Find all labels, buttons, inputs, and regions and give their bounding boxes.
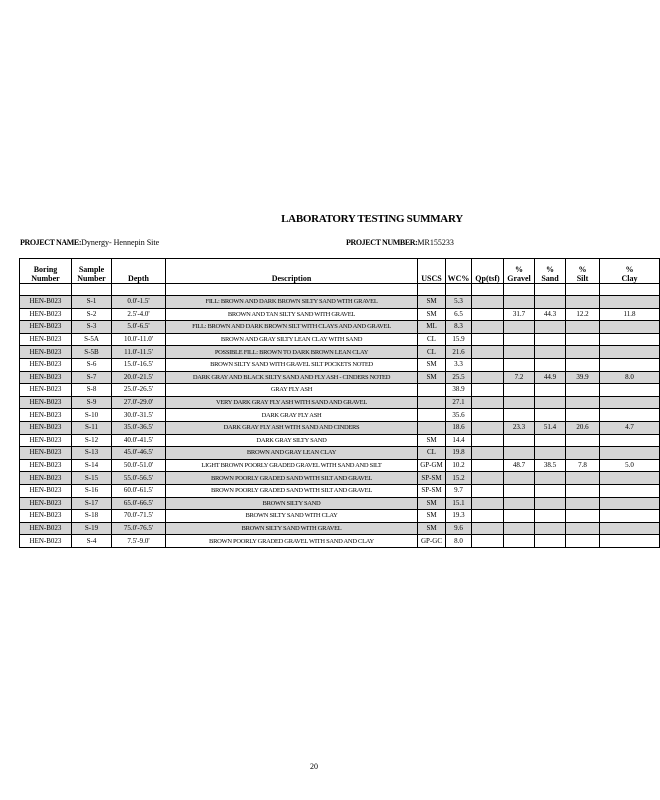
cell-qp [472, 396, 504, 409]
cell-sand: 51.4 [535, 421, 566, 434]
cell-sand: 44.3 [535, 308, 566, 321]
cell-sand [535, 409, 566, 422]
cell-sample: S-10 [72, 409, 112, 422]
project-name-label: PROJECT NAME: [20, 238, 82, 247]
cell-boring: HEN-B023 [20, 396, 72, 409]
cell-description: BROWN POORLY GRADED GRAVEL WITH SAND AND CLAY [166, 535, 418, 548]
cell-depth: 7.5'-9.0' [112, 535, 166, 548]
cell-description: BROWN AND TAN SILTY SAND WITH GRAVEL [166, 308, 418, 321]
table-row [20, 510, 660, 523]
table-row [20, 371, 660, 384]
cell-sand [535, 510, 566, 523]
header-uscs: USCS [418, 259, 446, 284]
cell-boring: HEN-B023 [20, 321, 72, 334]
table-row [20, 358, 660, 371]
table-row [20, 522, 660, 535]
cell-silt [566, 535, 600, 548]
cell-depth: 10.0'-11.0' [112, 333, 166, 346]
cell-boring: HEN-B023 [20, 384, 72, 397]
cell-qp [472, 522, 504, 535]
cell-gravel [504, 409, 535, 422]
cell-sand [535, 472, 566, 485]
cell-sample: S-1 [72, 296, 112, 309]
cell-description: BROWN SILTY SAND WITH CLAY [166, 510, 418, 523]
cell-clay [600, 409, 660, 422]
cell-uscs: SM [418, 497, 446, 510]
cell-silt [566, 296, 600, 309]
cell-boring: HEN-B023 [20, 510, 72, 523]
cell-sand [535, 346, 566, 359]
cell-gravel [504, 384, 535, 397]
cell-sand [535, 396, 566, 409]
cell-uscs: ML [418, 321, 446, 334]
cell-silt [566, 409, 600, 422]
cell-uscs: SM [418, 510, 446, 523]
cell-depth: 35.0'-36.5' [112, 421, 166, 434]
cell-depth: 0.0'-1.5' [112, 296, 166, 309]
cell-sand [535, 522, 566, 535]
header-depth: Depth [112, 259, 166, 284]
header-boring-number: Boring Number [20, 259, 72, 284]
cell-gravel: 31.7 [504, 308, 535, 321]
cell-uscs: SM [418, 522, 446, 535]
table-row [20, 409, 660, 422]
cell-gravel [504, 484, 535, 497]
cell-description: LIGHT BROWN POORLY GRADED GRAVEL WITH SAND AND SILT [166, 459, 418, 472]
cell-qp [472, 459, 504, 472]
cell-wc: 15.1 [446, 497, 472, 510]
cell-wc: 27.1 [446, 396, 472, 409]
project-number [346, 238, 454, 247]
cell-sand [535, 358, 566, 371]
cell-qp [472, 409, 504, 422]
header-gravel: % Gravel [504, 259, 535, 284]
cell-qp [472, 421, 504, 434]
cell-uscs [418, 409, 446, 422]
cell-sand [535, 296, 566, 309]
table-row [20, 396, 660, 409]
cell-sand [535, 484, 566, 497]
table-row [20, 421, 660, 434]
cell-uscs: SM [418, 308, 446, 321]
table-header-row [20, 259, 660, 284]
cell-uscs: GP-GC [418, 535, 446, 548]
cell-wc: 15.9 [446, 333, 472, 346]
cell-description: DARK GRAY FLY ASH WITH SAND AND CINDERS [166, 421, 418, 434]
cell-sand [535, 535, 566, 548]
cell-gravel: 7.2 [504, 371, 535, 384]
cell-boring: HEN-B023 [20, 296, 72, 309]
cell-boring: HEN-B023 [20, 358, 72, 371]
cell-sample: S-16 [72, 484, 112, 497]
cell-silt [566, 522, 600, 535]
cell-depth: 60.0'-61.5' [112, 484, 166, 497]
cell-wc: 19.8 [446, 447, 472, 460]
cell-silt [566, 396, 600, 409]
cell-clay [600, 384, 660, 397]
cell-sand [535, 447, 566, 460]
cell-sample: S-5B [72, 346, 112, 359]
cell-wc: 25.5 [446, 371, 472, 384]
cell-silt [566, 447, 600, 460]
cell-sand: 38.5 [535, 459, 566, 472]
cell-sample: S-7 [72, 371, 112, 384]
cell-silt [566, 434, 600, 447]
cell-gravel [504, 358, 535, 371]
cell-gravel [504, 472, 535, 485]
cell-description: DARK GRAY FLY ASH [166, 409, 418, 422]
cell-gravel [504, 396, 535, 409]
cell-clay [600, 396, 660, 409]
cell-wc: 18.6 [446, 421, 472, 434]
cell-boring: HEN-B023 [20, 346, 72, 359]
cell-uscs: SP-SM [418, 484, 446, 497]
cell-sample: S-13 [72, 447, 112, 460]
cell-description: BROWN AND GRAY SILTY LEAN CLAY WITH SAND [166, 333, 418, 346]
cell-depth: 15.0'-16.5' [112, 358, 166, 371]
cell-wc: 14.4 [446, 434, 472, 447]
cell-gravel [504, 510, 535, 523]
project-name-value: Dynergy- Hennepin Site [81, 238, 160, 247]
cell-qp [472, 447, 504, 460]
cell-depth: 30.0'-31.5' [112, 409, 166, 422]
cell-depth: 27.0'-29.0' [112, 396, 166, 409]
header-sample-number: Sample Number [72, 259, 112, 284]
cell-silt: 12.2 [566, 308, 600, 321]
cell-depth: 55.0'-56.5' [112, 472, 166, 485]
cell-uscs [418, 421, 446, 434]
cell-gravel [504, 497, 535, 510]
cell-description: FILL: BROWN AND DARK BROWN SILTY SAND WITH GRAVEL [166, 296, 418, 309]
cell-qp [472, 308, 504, 321]
cell-clay [600, 434, 660, 447]
cell-wc: 15.2 [446, 472, 472, 485]
cell-boring: HEN-B023 [20, 484, 72, 497]
cell-silt [566, 358, 600, 371]
cell-wc: 21.6 [446, 346, 472, 359]
cell-wc: 6.5 [446, 308, 472, 321]
cell-qp [472, 497, 504, 510]
cell-gravel: 23.3 [504, 421, 535, 434]
cell-silt [566, 510, 600, 523]
cell-description: BROWN POORLY GRADED SAND WITH SILT AND GRAVEL [166, 472, 418, 485]
cell-wc: 35.6 [446, 409, 472, 422]
cell-uscs: CL [418, 346, 446, 359]
cell-gravel: 48.7 [504, 459, 535, 472]
cell-silt [566, 346, 600, 359]
table-container [19, 258, 638, 548]
cell-clay: 5.0 [600, 459, 660, 472]
cell-clay: 11.8 [600, 308, 660, 321]
cell-sand [535, 333, 566, 346]
cell-wc: 8.0 [446, 535, 472, 548]
cell-description: BROWN SILTY SAND [166, 497, 418, 510]
cell-sample: S-18 [72, 510, 112, 523]
cell-clay [600, 497, 660, 510]
table-row [20, 346, 660, 359]
cell-sample: S-2 [72, 308, 112, 321]
cell-silt [566, 497, 600, 510]
cell-silt: 7.8 [566, 459, 600, 472]
table-row [20, 497, 660, 510]
cell-sand [535, 384, 566, 397]
cell-silt [566, 321, 600, 334]
table-row [20, 484, 660, 497]
cell-depth: 40.0'-41.5' [112, 434, 166, 447]
spacer-row [20, 284, 660, 296]
cell-sample: S-15 [72, 472, 112, 485]
cell-wc: 8.3 [446, 321, 472, 334]
cell-boring: HEN-B023 [20, 308, 72, 321]
table-row [20, 333, 660, 346]
cell-description: DARK GRAY SILTY SAND [166, 434, 418, 447]
cell-boring: HEN-B023 [20, 459, 72, 472]
cell-depth: 65.0'-66.5' [112, 497, 166, 510]
cell-clay [600, 484, 660, 497]
cell-depth: 45.0'-46.5' [112, 447, 166, 460]
project-name [20, 238, 159, 247]
cell-description: BROWN POORLY GRADED SAND WITH SILT AND GRAVEL [166, 484, 418, 497]
cell-clay [600, 522, 660, 535]
page-number: 20 [310, 762, 318, 771]
cell-uscs: SM [418, 358, 446, 371]
cell-clay: 4.7 [600, 421, 660, 434]
cell-description: DARK GRAY AND BLACK SILTY SAND AND FLY ASH - CINDERS NOTED [166, 371, 418, 384]
table-row [20, 321, 660, 334]
cell-gravel [504, 321, 535, 334]
header-silt: % Silt [566, 259, 600, 284]
cell-uscs: CL [418, 447, 446, 460]
cell-gravel [504, 447, 535, 460]
cell-gravel [504, 333, 535, 346]
cell-sample: S-12 [72, 434, 112, 447]
cell-uscs [418, 384, 446, 397]
cell-boring: HEN-B023 [20, 472, 72, 485]
cell-description: GRAY FLY ASH [166, 384, 418, 397]
table-row [20, 447, 660, 460]
table-row [20, 472, 660, 485]
cell-sand [535, 497, 566, 510]
cell-sample: S-19 [72, 522, 112, 535]
cell-boring: HEN-B023 [20, 421, 72, 434]
table-row [20, 296, 660, 309]
cell-depth: 5.0'-6.5' [112, 321, 166, 334]
cell-wc: 9.6 [446, 522, 472, 535]
table-row [20, 434, 660, 447]
cell-description: VERY DARK GRAY FLY ASH WITH SAND AND GRAVEL [166, 396, 418, 409]
cell-qp [472, 510, 504, 523]
cell-uscs: CL [418, 333, 446, 346]
cell-clay [600, 296, 660, 309]
cell-clay [600, 321, 660, 334]
cell-sample: S-9 [72, 396, 112, 409]
cell-clay: 8.0 [600, 371, 660, 384]
cell-description: FILL: BROWN AND DARK BROWN SILT WITH CLAYS AND AND GRAVEL [166, 321, 418, 334]
cell-boring: HEN-B023 [20, 447, 72, 460]
cell-qp [472, 346, 504, 359]
cell-depth: 20.0'-21.5' [112, 371, 166, 384]
cell-silt [566, 484, 600, 497]
table-row [20, 308, 660, 321]
cell-clay [600, 447, 660, 460]
cell-uscs: GP-GM [418, 459, 446, 472]
cell-qp [472, 484, 504, 497]
cell-qp [472, 384, 504, 397]
header-clay: % Clay [600, 259, 660, 284]
cell-qp [472, 321, 504, 334]
table-row [20, 384, 660, 397]
cell-silt [566, 384, 600, 397]
cell-clay [600, 510, 660, 523]
cell-wc: 9.7 [446, 484, 472, 497]
cell-sand: 44.9 [535, 371, 566, 384]
cell-sample: S-6 [72, 358, 112, 371]
cell-boring: HEN-B023 [20, 522, 72, 535]
cell-gravel [504, 346, 535, 359]
cell-boring: HEN-B023 [20, 497, 72, 510]
cell-silt [566, 472, 600, 485]
cell-boring: HEN-B023 [20, 434, 72, 447]
header-description: Description [166, 259, 418, 284]
cell-sand [535, 321, 566, 334]
cell-sample: S-3 [72, 321, 112, 334]
cell-sample: S-14 [72, 459, 112, 472]
cell-description: BROWN AND GRAY LEAN CLAY [166, 447, 418, 460]
cell-sample: S-11 [72, 421, 112, 434]
table-row [20, 459, 660, 472]
cell-depth: 2.5'-4.0' [112, 308, 166, 321]
cell-uscs: SM [418, 434, 446, 447]
cell-sand [535, 434, 566, 447]
cell-description: BROWN SILTY SAND WITH GRAVEL [166, 522, 418, 535]
header-wc: WC% [446, 259, 472, 284]
cell-gravel [504, 296, 535, 309]
cell-gravel [504, 434, 535, 447]
cell-description: POSSIBLE FILL: BROWN TO DARK BROWN LEAN CLAY [166, 346, 418, 359]
cell-description: BROWN SILTY SAND WITH GRAVEL SILT POCKETS NOTED [166, 358, 418, 371]
cell-clay [600, 472, 660, 485]
cell-silt: 39.9 [566, 371, 600, 384]
cell-depth: 75.0'-76.5' [112, 522, 166, 535]
cell-clay [600, 535, 660, 548]
cell-gravel [504, 522, 535, 535]
cell-qp [472, 434, 504, 447]
cell-uscs: SM [418, 296, 446, 309]
cell-qp [472, 296, 504, 309]
cell-depth: 70.0'-71.5' [112, 510, 166, 523]
cell-boring: HEN-B023 [20, 371, 72, 384]
cell-qp [472, 358, 504, 371]
cell-boring: HEN-B023 [20, 535, 72, 548]
report-title: LABORATORY TESTING SUMMARY [281, 213, 463, 225]
cell-clay [600, 346, 660, 359]
cell-wc: 5.3 [446, 296, 472, 309]
cell-wc: 38.9 [446, 384, 472, 397]
cell-silt [566, 333, 600, 346]
lab-summary-table [19, 258, 660, 548]
cell-depth: 11.0'-11.5' [112, 346, 166, 359]
cell-depth: 50.0'-51.0' [112, 459, 166, 472]
header-sand: % Sand [535, 259, 566, 284]
cell-wc: 10.2 [446, 459, 472, 472]
cell-gravel [504, 535, 535, 548]
cell-qp [472, 535, 504, 548]
cell-sample: S-4 [72, 535, 112, 548]
project-number-value: MR155233 [417, 238, 454, 247]
cell-qp [472, 333, 504, 346]
project-number-label: PROJECT NUMBER: [346, 238, 418, 247]
cell-silt: 20.6 [566, 421, 600, 434]
cell-boring: HEN-B023 [20, 409, 72, 422]
cell-boring: HEN-B023 [20, 333, 72, 346]
cell-uscs: SP-SM [418, 472, 446, 485]
cell-clay [600, 333, 660, 346]
cell-depth: 25.0'-26.5' [112, 384, 166, 397]
cell-qp [472, 371, 504, 384]
cell-uscs [418, 396, 446, 409]
cell-qp [472, 472, 504, 485]
cell-sample: S-5A [72, 333, 112, 346]
cell-sample: S-17 [72, 497, 112, 510]
cell-wc: 19.3 [446, 510, 472, 523]
header-qp: Qp(tsf) [472, 259, 504, 284]
cell-uscs: SM [418, 371, 446, 384]
table-row [20, 535, 660, 548]
cell-wc: 3.3 [446, 358, 472, 371]
cell-sample: S-8 [72, 384, 112, 397]
cell-clay [600, 358, 660, 371]
